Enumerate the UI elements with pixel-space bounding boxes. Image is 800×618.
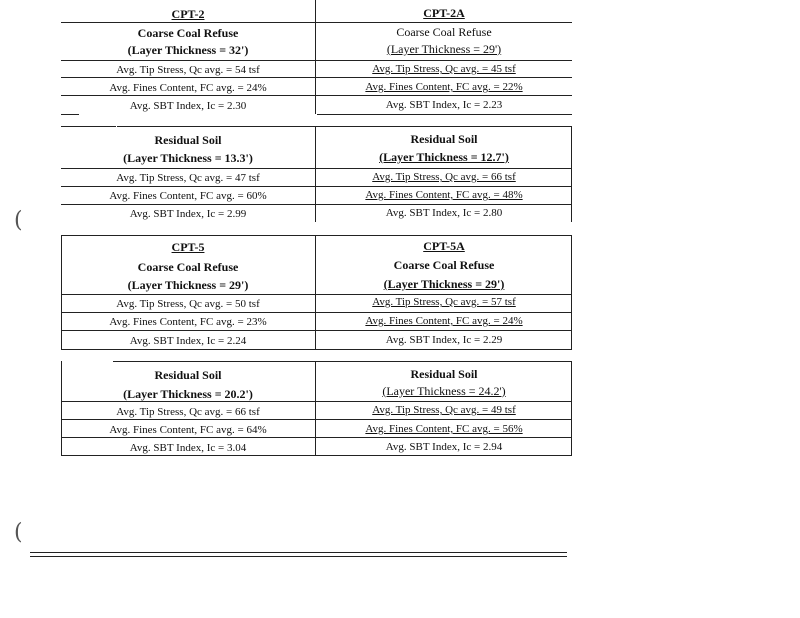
cpt-header: CPT-2A [423,6,465,20]
table-border [571,126,572,222]
footer-rule [30,552,567,553]
row-divider [61,235,572,236]
layer-thickness: (Layer Thickness = 13.3') [123,151,253,165]
fines-content: Avg. Fines Content, FC avg. = 23% [109,316,267,328]
tip-stress: Avg. Tip Stress, Qc avg. = 66 tsf [372,171,516,183]
fines-content: Avg. Fines Content, FC avg. = 48% [365,189,523,201]
fines-content: Avg. Fines Content, FC avg. = 60% [109,190,267,202]
row-divider [61,95,572,96]
sbt-index: Avg. SBT Index, Ic = 2.94 [385,441,503,453]
layer-material: Residual Soil [154,133,222,147]
row-divider [317,361,572,362]
sbt-index: Avg. SBT Index, Ic = 2.23 [385,99,503,111]
column-divider [315,0,316,114]
tip-stress: Avg. Tip Stress, Qc avg. = 57 tsf [372,296,516,308]
row-divider [61,455,572,456]
column-divider [315,361,316,455]
row-divider [61,186,572,187]
row-divider [317,126,572,127]
layer-thickness: (Layer Thickness = 29') [386,42,502,56]
table-block-cpt-5 [61,235,572,349]
row-divider [61,401,572,402]
row-divider [61,168,572,169]
sbt-index: Avg. SBT Index, Ic = 3.04 [129,442,247,454]
binder-hole-mark: ( [14,520,23,545]
sbt-index: Avg. SBT Index, Ic = 2.29 [385,334,503,346]
layer-material: Coarse Coal Refuse [137,260,239,274]
tip-stress: Avg. Tip Stress, Qc avg. = 49 tsf [372,404,516,416]
sbt-index: Avg. SBT Index, Ic = 2.30 [129,100,247,112]
tip-stress: Avg. Tip Stress, Qc avg. = 50 tsf [116,298,260,310]
row-divider [61,330,572,331]
layer-material: Coarse Coal Refuse [396,25,492,39]
table-block-residual-soil-1 [61,126,572,222]
layer-thickness: (Layer Thickness = 32') [127,43,249,57]
row-divider [61,419,572,420]
row-divider [61,312,572,313]
fines-content: Avg. Fines Content, FC avg. = 64% [109,424,267,436]
layer-thickness: (Layer Thickness = 29') [383,277,505,291]
row-divider [61,22,572,23]
row-divider [61,437,572,438]
fines-content: Avg. Fines Content, FC avg. = 22% [365,81,523,93]
tip-stress: Avg. Tip Stress, Qc avg. = 66 tsf [116,406,260,418]
row-divider [61,77,572,78]
table-border [571,361,572,455]
row-divider [61,349,572,350]
layer-material: Residual Soil [410,132,478,146]
row-divider [61,204,572,205]
row-divider [61,294,572,295]
sbt-index: Avg. SBT Index, Ic = 2.80 [385,207,503,219]
row-divider [317,114,572,115]
table-block-residual-soil-2 [61,361,572,455]
tip-stress: Avg. Tip Stress, Qc avg. = 45 tsf [372,63,516,75]
table-border [571,235,572,349]
cpt-header: CPT-5A [423,239,465,253]
fines-content: Avg. Fines Content, FC avg. = 56% [365,423,523,435]
cpt-header: CPT-2 [171,7,205,21]
tip-stress: Avg. Tip Stress, Qc avg. = 54 tsf [116,64,260,76]
fines-content: Avg. Fines Content, FC avg. = 24% [109,82,267,94]
layer-thickness: (Layer Thickness = 24.2') [382,384,506,398]
layer-material: Coarse Coal Refuse [137,26,239,40]
footer-rule [30,556,567,557]
layer-material: Residual Soil [410,367,478,381]
row-divider [61,114,79,115]
binder-hole-mark: ( [14,208,23,233]
sbt-index: Avg. SBT Index, Ic = 2.24 [129,335,247,347]
fines-content: Avg. Fines Content, FC avg. = 24% [365,315,523,327]
cpt-header: CPT-5 [171,240,205,254]
column-divider [315,235,316,349]
layer-material: Coarse Coal Refuse [393,258,495,272]
layer-thickness: (Layer Thickness = 12.7') [379,150,509,164]
sbt-index: Avg. SBT Index, Ic = 2.99 [129,208,247,220]
layer-material: Residual Soil [154,368,222,382]
table-block-cpt-2 [61,0,572,114]
layer-thickness: (Layer Thickness = 20.2') [123,387,253,401]
tip-stress: Avg. Tip Stress, Qc avg. = 47 tsf [116,172,260,184]
row-divider [61,60,572,61]
column-divider [315,126,316,222]
layer-thickness: (Layer Thickness = 29') [127,278,249,292]
